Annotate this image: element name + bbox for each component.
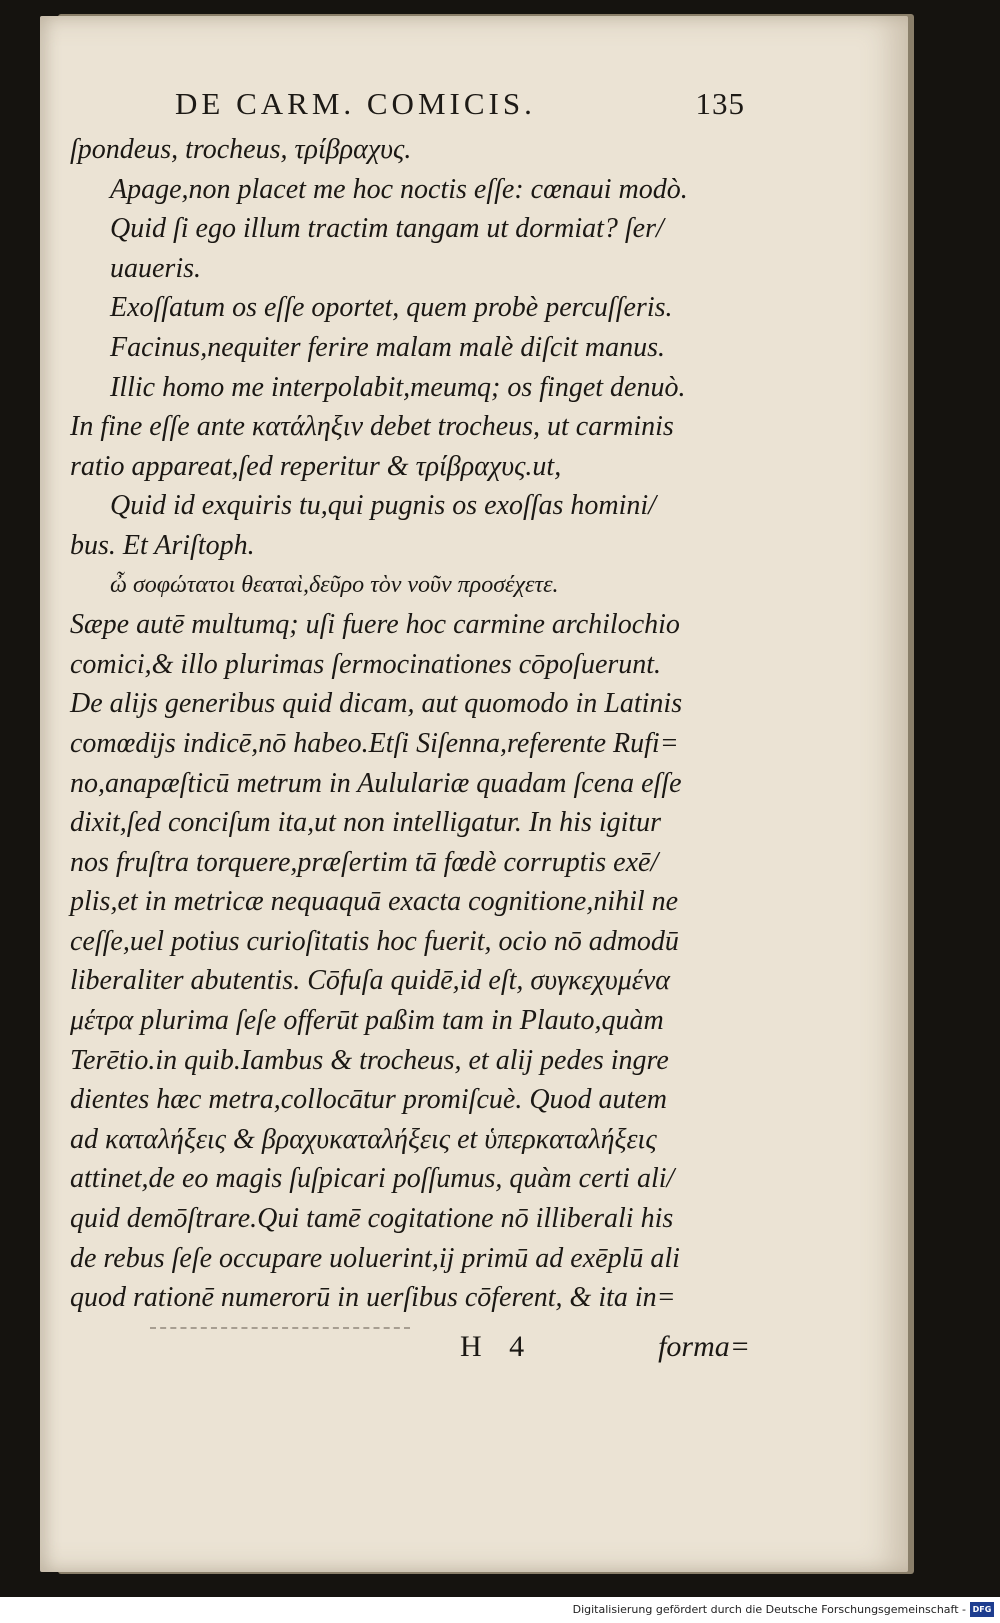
signature-mark: H 4 [460, 1330, 535, 1363]
credit-bar [0, 1597, 1000, 1623]
text-line: Quid id exquiris tu,qui pugnis os exoſſas homini/ [110, 490, 656, 522]
text-line: quid demōſtrare.Qui tamē cogitatione nō illiberali his [70, 1203, 674, 1235]
catchword: forma= [658, 1330, 750, 1363]
text-line: ratio appareat,ſed reperitur & τρίβραχυς.ut, [70, 450, 562, 482]
footer-rule [150, 1327, 410, 1329]
text-line: ὦ σοφώτατοι θεαταὶ,δεῦρο τὸν νοῦν προσέχετε. [110, 571, 559, 598]
text-line: Exoſſatum os eſſe oportet, quem probè percuſſeris. [110, 292, 673, 324]
text-line: Illic homo me interpolabit,meumq; os finget denuò. [110, 371, 686, 403]
text-line: no,anapæſticū metrum in Aululariæ quadam ſcena eſſe [70, 767, 682, 799]
text-line: attinet,de eo magis ſuſpicari poſſumus, quàm certi ali/ [70, 1163, 675, 1195]
text-line: De alijs generibus quid dicam, aut quomodo in Latinis [70, 688, 683, 720]
text-line: Terētio.in quib.Iambus & trocheus, et alij pedes ingre [70, 1044, 669, 1076]
text-line: liberaliter abutentis. Cōfuſa quidē,id eſt, συγκεχυμένα [70, 965, 670, 997]
running-head-title: DE CARM. COMICIS. [175, 86, 536, 121]
text-line: comici,& illo plurimas ſermocinationes cōpoſuerunt. [70, 648, 662, 680]
text-line: In fine eſſe ante κατάληξιν debet trocheus, ut carminis [70, 411, 674, 443]
page-number: 135 [695, 86, 745, 121]
dfg-logo: DFG [970, 1602, 994, 1617]
text-line: ceſſe,uel potius curioſitatis hoc fuerit, ocio nō admodū [70, 925, 679, 957]
text-line: dientes hæc metra,collocātur promiſcuè. Quod autem [70, 1084, 667, 1116]
text-line: comœdijs indicē,nō habeo.Etſi Siſenna,referente Rufi= [70, 727, 679, 759]
text-line: quod rationē numerorū in uerſibus cōferent, & ita in= [70, 1282, 676, 1314]
text-line: Facinus,nequiter ferire malam malè diſcit manus. [110, 331, 665, 363]
text-line: μέτρα plurima ſeſe offerūt paßim tam in Plauto,quàm [70, 1005, 664, 1037]
text-line: dixit,ſed conciſum ita,ut non intelligatur. In his igitur [70, 807, 662, 839]
running-head [175, 86, 745, 130]
text-line: Sæpe autē multumq; uſi fuere hoc carmine archilochio [70, 609, 680, 641]
text-line: bus. Et Ariſtoph. [70, 529, 255, 561]
text-line: ad καταλήξεις & βραχυκαταλήξεις et ὑπερκαταλήξεις [70, 1123, 657, 1155]
text-line: plis,et in metricæ nequaquā exacta cognitione,nihil ne [70, 886, 679, 918]
main-text [70, 130, 750, 1318]
credit-text: Digitalisierung gefördert durch die Deutsche Forschungsgemeinschaft - [572, 1603, 966, 1616]
text-line: Apage,non placet me hoc noctis eſſe: cœnaui modò. [110, 173, 688, 205]
page-footer [70, 1330, 750, 1370]
text-line: nos fruſtra torquere,præſertim tā fœdè corruptis exē/ [70, 846, 659, 878]
text-line: Quid ſi ego illum tractim tangam ut dormiat? ſer/ [110, 213, 664, 245]
text-line: ſpondeus, trocheus, τρίβραχυς. [70, 134, 412, 165]
text-line: uaueris. [110, 252, 201, 284]
text-line: de rebus ſeſe occupare uoluerint,ij primū ad exēplū ali [70, 1242, 680, 1274]
